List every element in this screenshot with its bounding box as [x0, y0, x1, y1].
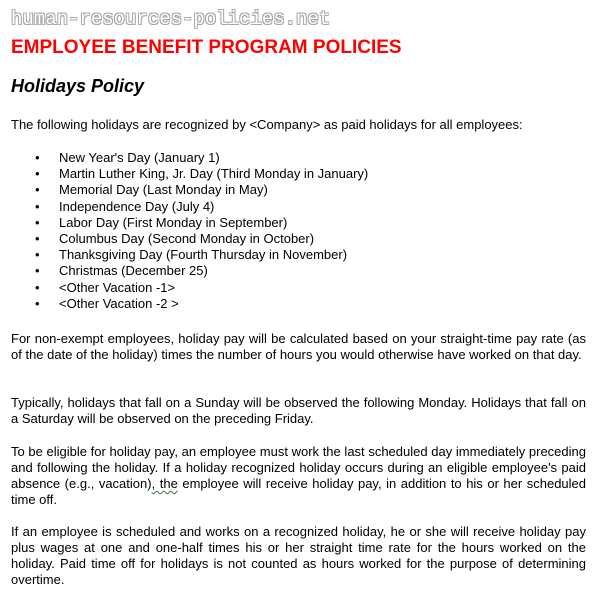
holiday-label: Labor Day (First Monday in September) [59, 214, 288, 230]
holiday-label: Martin Luther King, Jr. Day (Third Monday in January) [59, 166, 369, 182]
holiday-label: Columbus Day (Second Monday in October) [59, 231, 315, 247]
list-item [0, 215, 368, 231]
holiday-label: New Year's Day (January 1) [59, 150, 220, 165]
holiday-pay-paragraph: For non-exempt employees, holiday pay will be calculated based on your straight-time pay rate (as of the date of the holiday) times the number of hours you would otherwise have worked on that day. [11, 331, 586, 362]
site-watermark: human-resources-policies.net [11, 8, 331, 30]
bullet-icon: • [35, 231, 40, 247]
holiday-label: Christmas (December 25) [59, 263, 208, 279]
list-item [0, 231, 368, 247]
list-item [0, 263, 368, 279]
holiday-label: <Other Vacation -1> [59, 279, 176, 295]
holiday-label: Thanksgiving Day (Fourth Thursday in November) [59, 247, 348, 263]
worked-holiday-paragraph: If an employee is scheduled and works on a recognized holiday, he or she will receive holiday pay plus wages at one and one-half times his or her straight time rate for the hours worked on the holiday. Paid time off for holidays is not counted as hours worked for the purpose of determining overtime. [11, 524, 586, 587]
page-title: EMPLOYEE BENEFIT PROGRAM POLICIES [11, 37, 402, 58]
section-title: Holidays Policy [11, 76, 145, 96]
holiday-label: Memorial Day (Last Monday in May) [59, 182, 268, 198]
grammar-check-mark: , the [151, 476, 178, 491]
weekend-observance-paragraph: Typically, holidays that fall on a Sunday will be observed the following Monday. Holidays that fall on a Saturday will be observed on the preceding Friday. [11, 395, 586, 426]
eligibility-text-part: employee will receive holiday pay, in addition to his or her scheduled time off. [11, 476, 587, 507]
bullet-icon: • [35, 150, 40, 165]
bullet-icon: • [35, 214, 40, 230]
list-item [0, 150, 368, 166]
eligibility-paragraph [11, 444, 586, 508]
list-item [0, 182, 368, 198]
bullet-icon: • [35, 182, 40, 198]
bullet-icon: • [35, 279, 40, 295]
list-item [0, 280, 368, 296]
intro-paragraph: The following holidays are recognized by <Company> as paid holidays for all employees: [11, 117, 523, 132]
bullet-icon: • [35, 263, 40, 279]
bullet-icon: • [35, 166, 40, 182]
bullet-icon: • [35, 198, 40, 214]
list-item [0, 199, 368, 215]
holiday-label: <Other Vacation -2 > [59, 295, 179, 311]
holiday-list [0, 150, 368, 312]
bullet-icon: • [35, 247, 40, 263]
list-item [0, 247, 368, 263]
holiday-label: Independence Day (July 4) [59, 198, 215, 214]
list-item [0, 296, 368, 312]
eligibility-text-part: To be eligible for holiday pay, an employee must work the last scheduled day immediately preceding and following the holiday. If a holiday recognized holiday occurs during an eligible employee's paid absence (e.g., vacation) [11, 444, 586, 491]
bullet-icon: • [35, 295, 40, 311]
list-item [0, 166, 368, 182]
